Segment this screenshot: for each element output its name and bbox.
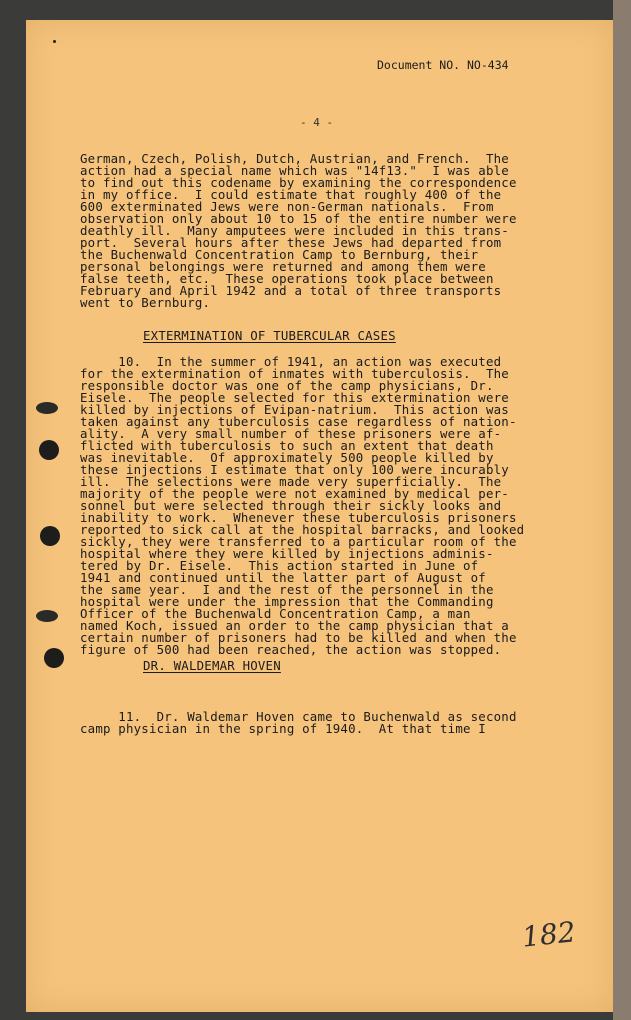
text-line: false teeth, etc. These operations took place between	[80, 271, 494, 286]
text-line: camp physician in the spring of 1940. At that time I	[80, 721, 486, 736]
stray-mark	[53, 40, 56, 43]
text-line: sickly, they were transferred to a particular room of the	[80, 534, 517, 549]
punch-hole-1	[39, 440, 59, 460]
text-line: ill. The selections were made very superficially. The	[80, 474, 502, 489]
text-line: action had a special name which was "14f13." I was able	[80, 163, 509, 178]
section-heading-hoven: DR. WALDEMAR HOVEN	[143, 658, 281, 673]
text-line: went to Bernburg.	[80, 295, 211, 310]
text-line: deathly ill. Many amputees were included in this trans-	[80, 223, 509, 238]
text-line: the same year. I and the rest of the personnel in the	[80, 582, 494, 597]
text-line: the Buchenwald Concentration Camp to Bernburg, their	[80, 247, 479, 262]
text-line: majority of the people were not examined by medical per-	[80, 486, 509, 501]
text-line: hospital where they were killed by injections adminis-	[80, 546, 494, 561]
text-line: Officer of the Buchenwald Concentration Camp, a man	[80, 606, 471, 621]
text-line: for the extermination of inmates with tuberculosis. The	[80, 366, 509, 381]
text-line: taken against any tuberculosis case regardless of nation-	[80, 414, 517, 429]
text-line: tered by Dr. Eisele. This action started in June of	[80, 558, 479, 573]
text-line: responsible doctor was one of the camp physicians, Dr.	[80, 378, 494, 393]
document-number: Document NO. NO-434	[377, 58, 509, 72]
text-line: 11. Dr. Waldemar Hoven came to Buchenwald as second	[80, 709, 517, 724]
punch-hole-mark-lower	[36, 610, 58, 622]
text-line: flicted with tuberculosis to such an extent that death	[80, 438, 494, 453]
punch-hole-2	[40, 526, 60, 546]
text-line: sonnel but were selected through their sickly looks and	[80, 498, 502, 513]
text-line: 1941 and continued until the latter part of August of	[80, 570, 486, 585]
text-line: German, Czech, Polish, Dutch, Austrian, and French. The	[80, 151, 509, 166]
scan-edge	[613, 0, 631, 1020]
text-line: reported to sick call at the hospital barracks, and looked	[80, 522, 525, 537]
section-heading-tubercular: EXTERMINATION OF TUBERCULAR CASES	[143, 328, 396, 343]
text-line: these injections I estimate that only 100 were incurably	[80, 462, 509, 477]
text-line: certain number of prisoners had to be killed and when the	[80, 630, 517, 645]
text-line: in my office. I could estimate that roughly 400 of the	[80, 187, 502, 202]
text-line: observation only about 10 to 15 of the entire number were	[80, 211, 517, 226]
text-line: hospital were under the impression that the Commanding	[80, 594, 494, 609]
text-line: figure of 500 had been reached, the action was stopped.	[80, 642, 502, 657]
text-line: February and April 1942 and a total of three transports	[80, 283, 502, 298]
page-number: - 4 -	[300, 116, 334, 129]
text-line: 10. In the summer of 1941, an action was executed	[80, 354, 502, 369]
text-line: to find out this codename by examining the correspondence	[80, 175, 517, 190]
text-line: port. Several hours after these Jews had departed from	[80, 235, 502, 250]
text-line: inability to work. Whenever these tuberculosis prisoners	[80, 510, 517, 525]
text-line: Eisele. The people selected for this extermination were	[80, 390, 509, 405]
text-line: 600 exterminated Jews were non-German nationals. From	[80, 199, 494, 214]
text-line: named Koch, issued an order to the camp physician that a	[80, 618, 509, 633]
punch-hole-3	[44, 648, 64, 668]
text-line: killed by injections of Evipan-natrium. This action was	[80, 402, 509, 417]
punch-hole-mark-upper	[36, 402, 58, 414]
text-line: personal belongings were returned and among them were	[80, 259, 486, 274]
handwritten-folio-number: 182	[520, 915, 578, 954]
text-line: ality. A very small number of these prisoners were af-	[80, 426, 502, 441]
text-line: was inevitable. Of approximately 500 people killed by	[80, 450, 494, 465]
